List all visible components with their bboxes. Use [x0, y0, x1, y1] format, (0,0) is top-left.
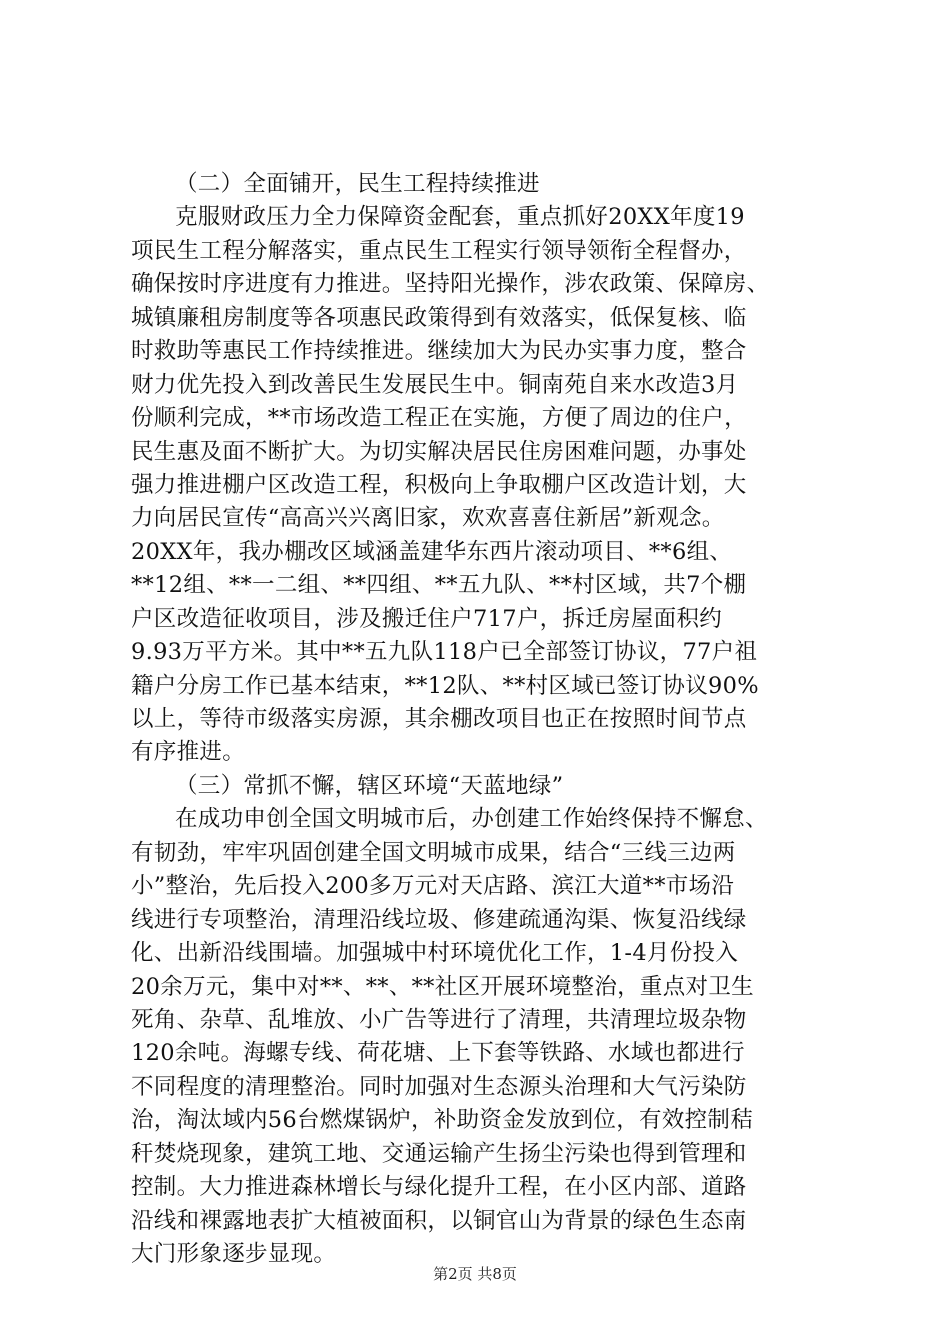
paragraph-line: 以上，等待市级落实房源，其余棚改项目也正在按照时间节点 [131, 706, 747, 732]
paragraph-line: **12组、**一二组、**四组、**五九队、**村区域，共7个棚 [131, 572, 747, 599]
section-heading: （三）常抓不懈，辖区环境“天蓝地绿” [175, 772, 564, 799]
paragraph-line: 确保按时序进度有力推进。坚持阳光操作，涉农政策、保障房、 [131, 271, 770, 298]
paragraph-line: 大门形象逐步显现。 [131, 1241, 337, 1267]
paragraph-line: 控制。大力推进森林增长与绿化提升工程，在小区内部、道路 [131, 1174, 747, 1201]
page-number: 第2页 [433, 1265, 473, 1283]
paragraph-line: 克服财政压力全力保障资金配套，重点抓好20XX年度19 [175, 204, 745, 231]
paragraph-line: 项民生工程分解落实，重点民生工程实行领导领衔全程督办， [131, 237, 747, 264]
paragraph-line: 时救助等惠民工作持续推进。继续加大为民办实事力度，整合 [131, 338, 747, 365]
paragraph-line: 强力推进棚户区改造工程，积极向上争取棚户区改造计划，大 [131, 471, 747, 498]
document-body [131, 168, 821, 1271]
paragraph-line: 民生惠及面不断扩大。为切实解决居民住房困难问题，办事处 [131, 438, 747, 465]
paragraph-line: 沿线和裸露地表扩大植被面积，以铜官山为背景的绿色生态南 [131, 1207, 747, 1234]
paragraph-line: 有韧劲，牢牢巩固创建全国文明城市成果，结合“三线三边两 [131, 839, 736, 866]
paragraph-line: 财力优先投入到改善民生发展民生中。铜南苑自来水改造3月 [131, 371, 739, 398]
paragraph-line: 20余万元，集中对**、**、**社区开展环境整治，重点对卫生 [131, 973, 754, 1000]
page-total: 共8页 [477, 1265, 517, 1283]
page-footer [0, 1264, 950, 1284]
paragraph-line: 不同程度的清理整治。同时加强对生态源头治理和大气污染防 [131, 1073, 747, 1100]
paragraph-line: 120余吨。海螺专线、荷花塘、上下套等铁路、水域也都进行 [131, 1040, 745, 1067]
paragraph-line: 籍户分房工作已基本结束，**12队、**村区域已签订协议90% [131, 672, 759, 699]
section-heading: （二）全面铺开，民生工程持续推进 [175, 171, 540, 197]
paragraph-line: 力向居民宣传“高高兴兴离旧家，欢欢喜喜住新居”新观念。 [131, 505, 725, 532]
paragraph-line: 死角、杂草、乱堆放、小广告等进行了清理，共清理垃圾杂物 [131, 1006, 747, 1033]
paragraph-line: 在成功申创全国文明城市后，办创建工作始终保持不懈怠、 [175, 806, 768, 833]
paragraph-line: 化、出新沿线围墙。加强城中村环境优化工作，1-4月份投入 [131, 940, 739, 967]
paragraph-line: 户区改造征收项目，涉及搬迁住户717户，拆迁房屋面积约 [131, 605, 723, 632]
paragraph-line: 9.93万平方米。其中**五九队118户已全部签订协议，77户祖 [131, 639, 758, 666]
paragraph-line: 有序推进。 [131, 739, 246, 766]
paragraph-line: 线进行专项整治，清理沿线垃圾、修建疏通沟渠、恢复沿线绿 [131, 906, 747, 933]
paragraph-line: 份顺利完成，**市场改造工程正在实施，方便了周边的住户， [131, 405, 747, 432]
paragraph-line: 治，淘汰域内56台燃煤锅炉，补助资金发放到位，有效控制秸 [131, 1107, 754, 1134]
paragraph-line: 秆焚烧现象，建筑工地、交通运输产生扬尘污染也得到管理和 [131, 1140, 747, 1167]
paragraph-line: 20XX年，我办棚改区域涵盖建华东西片滚动项目、**6组、 [131, 538, 733, 565]
paragraph-line: 城镇廉租房制度等各项惠民政策得到有效落实，低保复核、临 [131, 304, 747, 331]
paragraph-line: 小”整治，先后投入200多万元对天店路、滨江大道**市场沿 [131, 873, 735, 900]
